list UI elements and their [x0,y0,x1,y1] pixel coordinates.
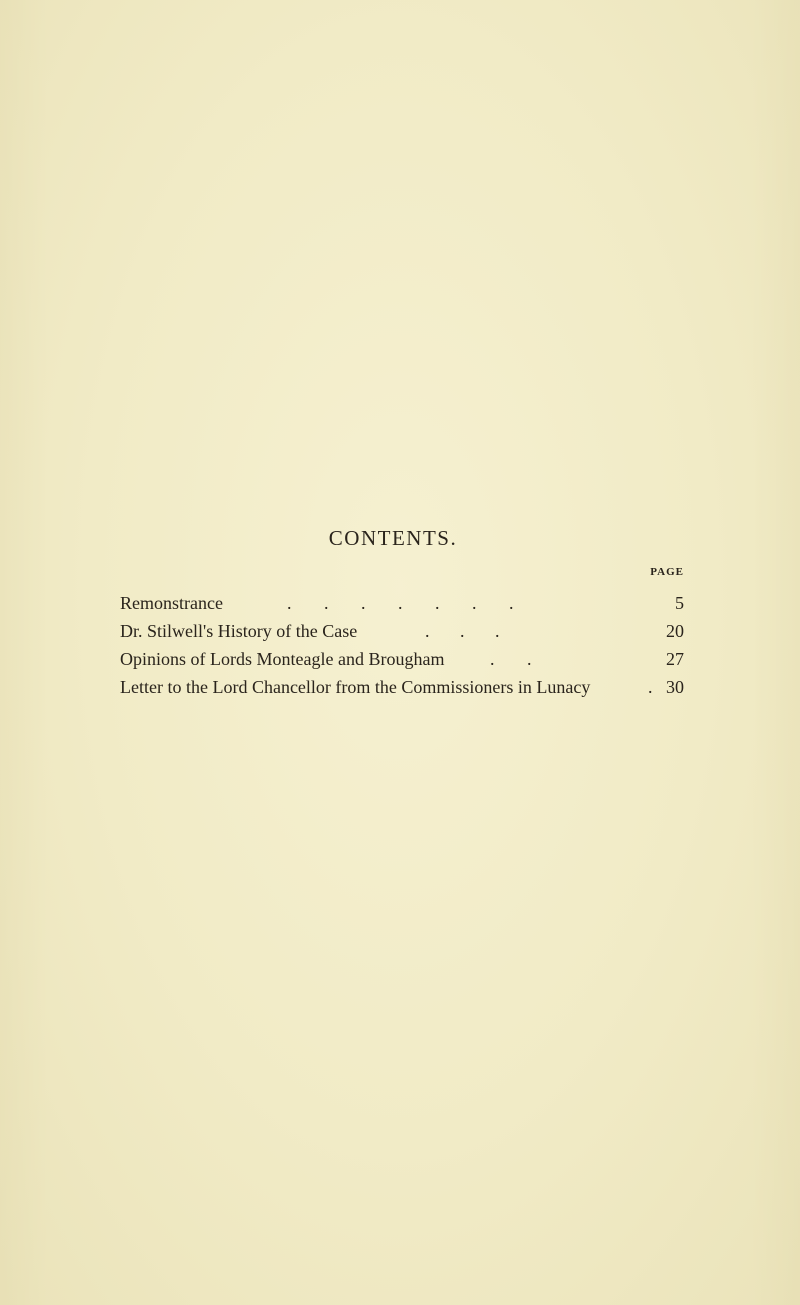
toc-entry-leader: . . [490,649,532,669]
table-of-contents [120,589,684,701]
toc-entry-page: 5 [675,593,684,613]
toc-entry-leader: . . . . . . . [287,593,514,613]
contents-heading: CONTENTS. [328,526,458,550]
toc-entry-leader: . [648,677,653,697]
toc-entry [120,589,684,617]
toc-entry-title: Remonstrance [120,593,223,613]
toc-entry [120,673,684,701]
toc-entry-page: 20 [666,621,684,641]
page-column-label: PAGE [650,566,684,578]
toc-entry [120,645,684,673]
toc-entry-page: 30 [666,677,684,697]
toc-entry [120,617,684,645]
toc-entry-title: Opinions of Lords Monteagle and Brougham [120,649,445,669]
toc-entry-page: 27 [666,649,684,669]
toc-entry-title: Letter to the Lord Chancellor from the Commissioners in Lunacy [120,677,591,697]
toc-entry-leader: . . . [425,621,500,641]
toc-entry-title: Dr. Stilwell's History of the Case [120,621,358,641]
